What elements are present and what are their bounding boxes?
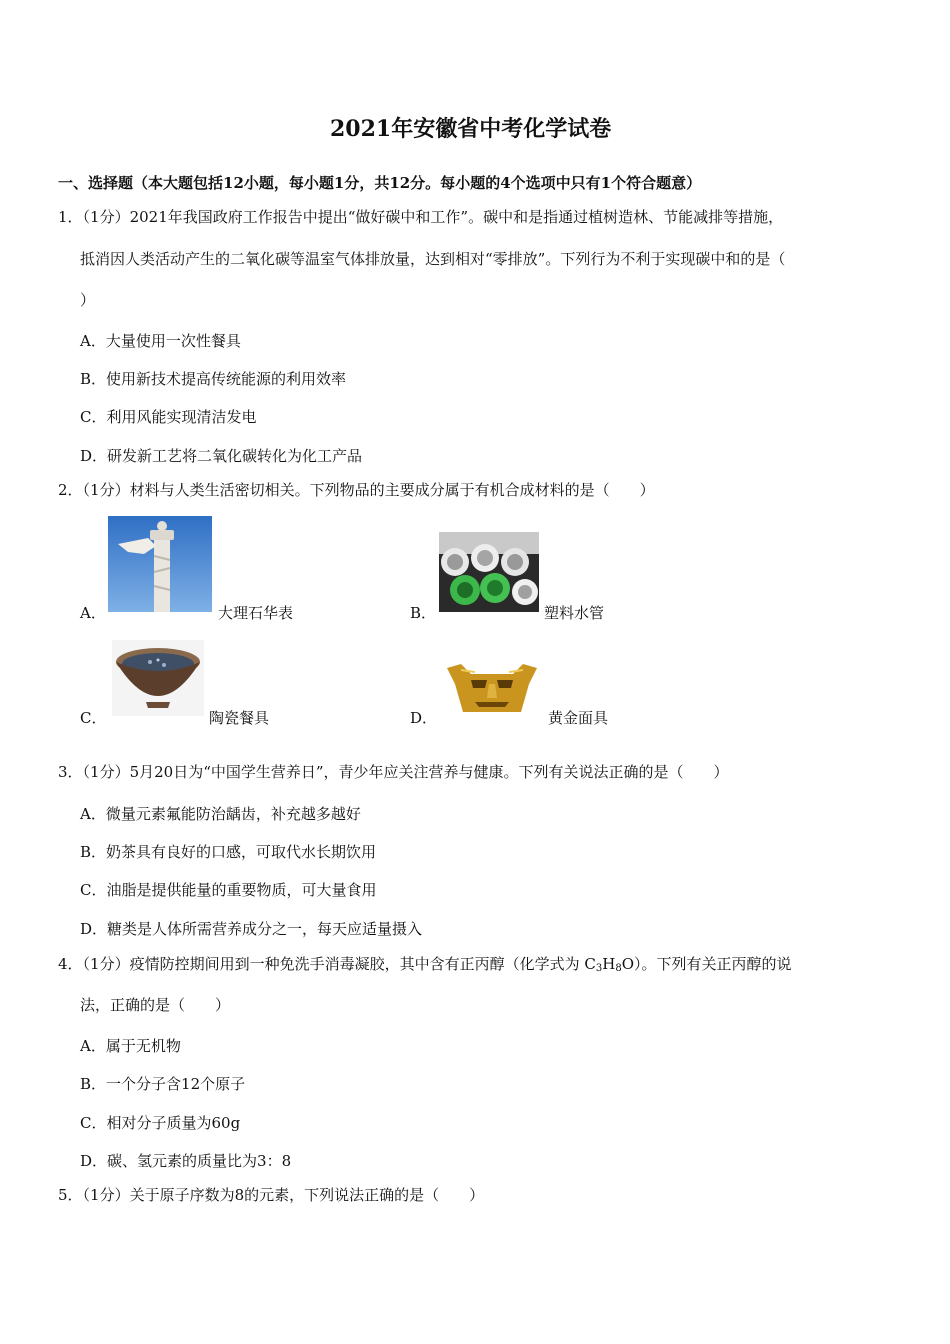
question-2-option-b-letter: B． bbox=[410, 604, 437, 622]
section-heading: 一、选择题（本大题包括12小题，每小题1分，共12分。每小题的4个选项中只有1个符合题意） bbox=[58, 174, 702, 192]
question-5-stem: 5．（1分）关于原子序数为8的元素，下列说法正确的是（ ） bbox=[58, 1186, 485, 1204]
formula-subscript-3: 3 bbox=[595, 963, 603, 974]
question-2-option-c-letter: C． bbox=[80, 709, 107, 727]
question-1-line-1: 1．（1分）2021年我国政府工作报告中提出“做好碳中和工作”。碳中和是指通过植树造林、节能减排等措施， bbox=[58, 208, 784, 226]
plastic-pipes-image bbox=[439, 532, 539, 612]
formula-subscript-8: 8 bbox=[615, 963, 622, 974]
question-3-option-d: D．糖类是人体所需营养成分之一，每天应适量摄入 bbox=[80, 920, 423, 938]
question-3-option-b: B．奶茶具有良好的口感，可取代水长期饮用 bbox=[80, 843, 377, 861]
question-1-option-b: B．使用新技术提高传统能源的利用效率 bbox=[80, 370, 347, 388]
question-3-stem: 3．（1分）5月20日为“中国学生营养日”，青少年应关注营养与健康。下列有关说法正确的是（ ） bbox=[58, 763, 729, 781]
question-2-option-d-label: 黄金面具 bbox=[548, 709, 609, 727]
question-4-line-2: 法，正确的是（ ） bbox=[80, 996, 231, 1014]
question-4-option-c: C．相对分子质量为60g bbox=[80, 1114, 241, 1132]
question-2-option-a-label: 大理石华表 bbox=[218, 604, 294, 622]
question-4-line-1-pre: 4．（1分）疫情防控期间用到一种免洗手消毒凝胶，其中含有正丙醇（化学式为 C bbox=[58, 955, 596, 973]
question-3-option-a: A．微量元素氟能防治龋齿，补充越多越好 bbox=[80, 805, 361, 823]
question-2-option-d-letter: D． bbox=[410, 709, 438, 727]
question-4-option-a: A．属于无机物 bbox=[80, 1037, 181, 1055]
question-2-option-b-label: 塑料水管 bbox=[544, 604, 605, 622]
question-4-line-1 bbox=[58, 957, 792, 972]
formula-h: H bbox=[602, 955, 616, 973]
question-1-line-3: ） bbox=[80, 291, 96, 309]
question-2-option-a-letter: A． bbox=[80, 604, 106, 622]
ceramic-bowl-image bbox=[112, 640, 204, 716]
question-4-option-d: D．碳、氢元素的质量比为3：8 bbox=[80, 1152, 292, 1170]
question-1-option-d: D．研发新工艺将二氧化碳转化为化工产品 bbox=[80, 447, 363, 465]
question-2-option-c-label: 陶瓷餐具 bbox=[209, 709, 270, 727]
question-1-option-c: C．利用风能实现清洁发电 bbox=[80, 408, 257, 426]
gold-mask-image bbox=[441, 650, 543, 720]
question-4-line-1-post: O）。下列有关正丙醇的说 bbox=[621, 955, 792, 973]
question-2-stem: 2．（1分）材料与人类生活密切相关。下列物品的主要成分属于有机合成材料的是（ ） bbox=[58, 481, 655, 499]
marble-column-image bbox=[108, 516, 212, 612]
question-3-option-c: C．油脂是提供能量的重要物质，可大量食用 bbox=[80, 881, 377, 899]
question-1-line-2: 抵消因人类活动产生的二氧化碳等温室气体排放量，达到相对“零排放”。下列行为不利于实现碳中和的是（ bbox=[80, 250, 786, 268]
question-4-option-b: B．一个分子含12个原子 bbox=[80, 1075, 246, 1093]
page-title: 2021年安徽省中考化学试卷 bbox=[330, 116, 612, 142]
question-1-option-a: A．大量使用一次性餐具 bbox=[80, 332, 241, 350]
